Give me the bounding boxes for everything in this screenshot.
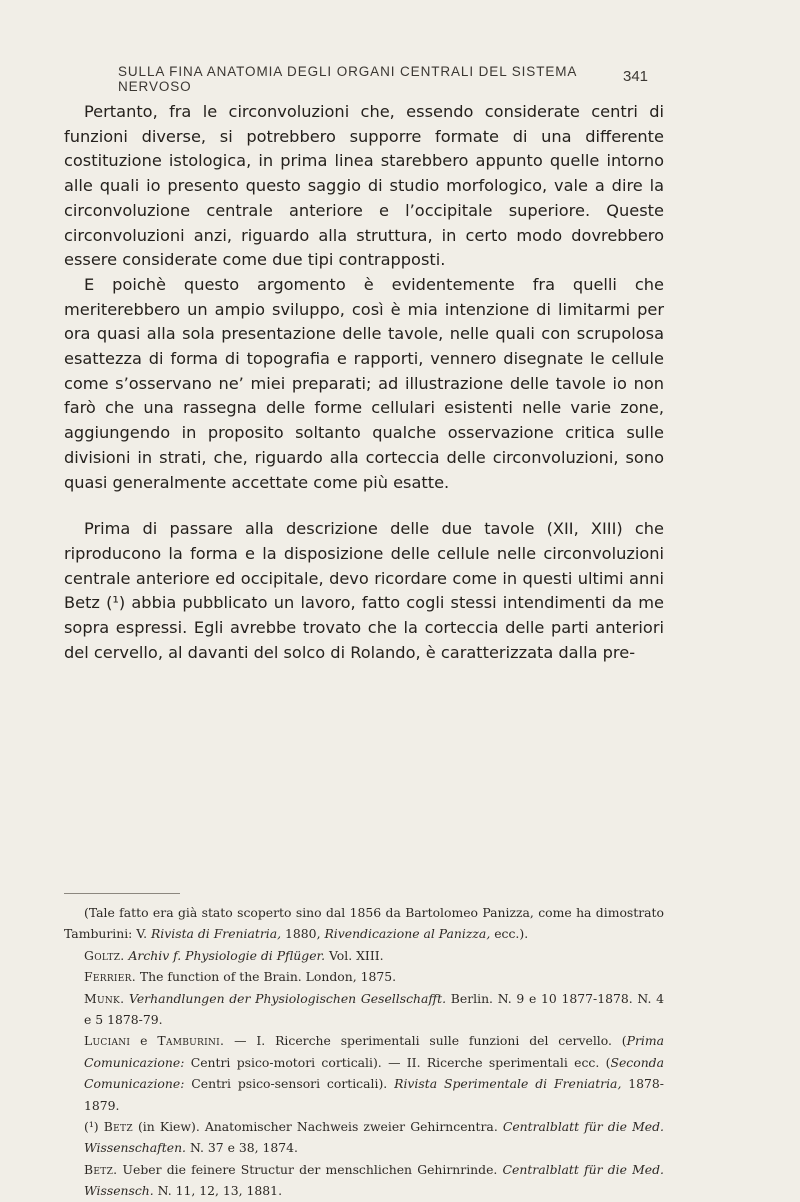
footnote-betz-1874: (¹) Betz (in Kiew). Anatomischer Nachweis zweier Gehirncentra. Centralblatt für die Med. Wissenschaften. N. 37 e 38, 1874. xyxy=(84,1119,664,1156)
paragraph-3: Prima di passare alla descrizione delle due tavole (XII, XIII) che riproducono la forma e la disposizione delle cellule nelle circonvoluzioni centrale anteriore ed occipitale, devo ricordare come in questi ultimi anni Betz (¹) abbia pubblicato un lavoro, fatto cogli stessi intendimenti da me sopra espressi. Egli avrebbe trovato che la corteccia delle parti anteriori del cervello, al davanti del solco di Rolando, è caratterizzata dalla pre- xyxy=(64,519,664,662)
running-header: SULLA FINA ANATOMIA DEGLI ORGANI CENTRALI DEL SISTEMA NERVOSO xyxy=(118,64,577,94)
footnotes xyxy=(64,902,664,1202)
page-number: 341 xyxy=(623,68,649,85)
footnote-divider xyxy=(64,893,180,894)
footnote-ferrier: Ferrier. The function of the Brain. London, 1875. xyxy=(84,969,397,985)
paragraph-1: Pertanto, fra le circonvoluzioni che, essendo considerate centri di funzioni diverse, si potrebbero supporre formate di una differente costituzione istologica, in prima linea starebbero appunto quelle intorno alle quali io presento questo saggio di studio morfologico, vale a dire la circonvoluzione centrale anteriore e l’occipitale superiore. Queste circonvoluzioni anzi, riguardo alla struttura, in certo modo dovrebbero essere considerate come due tipi contrapposti. xyxy=(64,102,664,270)
footnote-panizza: (Tale fatto era già stato scoperto sino dal 1856 da Bartolomeo Panizza, come ha dimostrato Tamburini: V. Rivista di Freniatria, 1880, Rivendicazione al Panizza, ecc.). xyxy=(64,905,664,942)
footnote-goltz: Goltz. Archiv f. Physiologie di Pflüger. Vol. XIII. xyxy=(84,947,384,963)
main-text xyxy=(64,100,664,665)
footnote-munk: Munk. Verhandlungen der Physiologischen Gesellschafft. Berlin. N. 9 e 10 1877-1878. N. 4 e 5 1878-79. xyxy=(84,990,664,1028)
footnote-betz-1881: Betz. Ueber die feinere Structur der menschlichen Gehirnrinde. Centralblatt für die Med. Wissensch. N. 11, 12, 13, 1881. xyxy=(84,1161,664,1199)
paragraph-2: E poichè questo argomento è evidentemente fra quelli che meriterebbero un ampio sviluppo, così è mia intenzione di limitarmi per ora quasi alla sola presentazione delle tavole, nelle quali con scrupolosa esattezza di forma di topografia e rapporti, vennero disegnate le cellule come s’osservano ne’ miei preparati; ad illustrazione delle tavole io non farò che una rassegna delle forme cellulari esistenti nelle varie zone, aggiungendo in proposito soltanto qualche osservazione critica sulle divisioni in strati, che, riguardo alla corteccia delle circonvoluzioni, sono quasi generalmente accettate come più esatte. xyxy=(64,274,664,492)
footnote-luciani-tamburini: Luciani e Tamburini. — I. Ricerche sperimentali sulle funzioni del cervello. (Prima Comunicazione: Centri psico-motori corticali). — II. Ricerche sperimentali ecc. (Seconda Comunicazione: Centri psico-sensori corticali). Rivista Sperimentale di Freniatria, 1878-1879. xyxy=(84,1033,664,1113)
